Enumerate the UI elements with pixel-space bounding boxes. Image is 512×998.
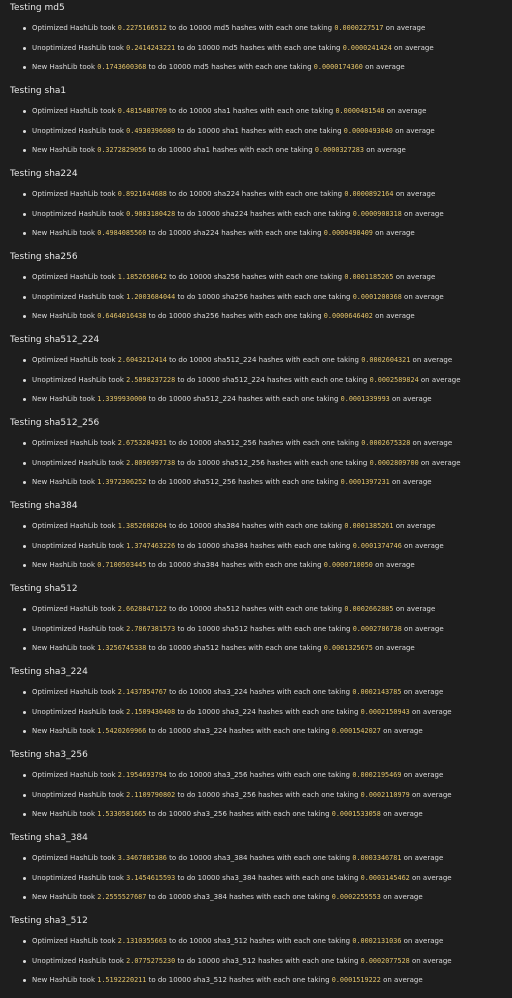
average-time-value: 0.0001519222 bbox=[331, 976, 381, 984]
test-section bbox=[10, 169, 502, 239]
result-description: to do 10000 sha512_256 hashes with each one taking bbox=[146, 478, 341, 486]
result-description: to do 10000 sha224 hashes with each one taking bbox=[166, 190, 345, 198]
result-description: to do 10000 sha3_384 hashes with each one taking bbox=[175, 873, 361, 882]
test-section bbox=[10, 501, 502, 571]
total-time-value: 0.2275166512 bbox=[117, 24, 167, 32]
result-prefix: New HashLib took bbox=[32, 229, 98, 237]
average-time-value: 0.0002150943 bbox=[360, 707, 410, 716]
result-description: to do 10000 sha512_256 hashes with each one taking bbox=[175, 458, 370, 467]
bullet-icon bbox=[23, 379, 26, 382]
result-list bbox=[10, 936, 502, 986]
result-description: to do 10000 sha256 hashes with each one taking bbox=[146, 312, 324, 320]
total-time-value: 0.8921644688 bbox=[117, 190, 167, 198]
result-item bbox=[10, 458, 502, 469]
result-item bbox=[10, 541, 502, 552]
result-suffix: on average bbox=[389, 395, 432, 403]
bullet-icon bbox=[23, 691, 26, 694]
bullet-icon bbox=[23, 896, 26, 899]
total-time-value: 2.5898237228 bbox=[126, 375, 176, 384]
average-time-value: 0.0000710050 bbox=[323, 561, 373, 569]
bullet-icon bbox=[23, 794, 26, 797]
result-prefix: New HashLib took bbox=[32, 644, 98, 652]
bullet-icon bbox=[23, 315, 26, 318]
result-item bbox=[10, 62, 502, 73]
result-suffix: on average bbox=[372, 561, 415, 569]
section-heading: Testing sha512_256 bbox=[10, 418, 100, 428]
result-prefix: Unoptimized HashLib took bbox=[32, 624, 127, 633]
result-suffix: on average bbox=[380, 810, 423, 818]
result-suffix: on average bbox=[380, 976, 423, 984]
result-list bbox=[10, 189, 502, 239]
result-item bbox=[10, 809, 502, 820]
result-item bbox=[10, 892, 502, 903]
bullet-icon bbox=[23, 979, 26, 982]
total-time-value: 1.3399930000 bbox=[97, 395, 147, 403]
total-time-value: 1.5330581665 bbox=[97, 810, 147, 818]
average-time-value: 0.0000908318 bbox=[352, 209, 402, 218]
result-suffix: on average bbox=[362, 63, 405, 71]
total-time-value: 3.1454615593 bbox=[126, 873, 176, 882]
result-prefix: New HashLib took bbox=[32, 976, 98, 984]
result-description: to do 10000 sha512 hashes with each one taking bbox=[166, 605, 345, 613]
total-time-value: 2.7867381573 bbox=[126, 624, 176, 633]
total-time-value: 2.6753284931 bbox=[117, 439, 167, 447]
result-description: to do 10000 sha384 hashes with each one taking bbox=[146, 561, 324, 569]
total-time-value: 1.5192220211 bbox=[97, 976, 147, 984]
result-list bbox=[10, 106, 502, 156]
result-description: to do 10000 sha3_512 hashes with each one taking bbox=[175, 956, 361, 965]
result-suffix: on average bbox=[393, 273, 436, 281]
result-prefix: New HashLib took bbox=[32, 561, 98, 569]
result-prefix: New HashLib took bbox=[32, 63, 98, 71]
bullet-icon bbox=[23, 110, 26, 113]
bullet-icon bbox=[23, 149, 26, 152]
total-time-value: 2.1109790802 bbox=[126, 790, 176, 799]
test-section bbox=[10, 335, 502, 405]
result-prefix: Optimized HashLib took bbox=[32, 605, 118, 613]
section-heading: Testing sha512_224 bbox=[10, 335, 100, 345]
bullet-icon bbox=[23, 276, 26, 279]
result-prefix: Optimized HashLib took bbox=[32, 273, 118, 281]
result-item bbox=[10, 560, 502, 571]
bullet-icon bbox=[23, 564, 26, 567]
average-time-value: 0.0002195469 bbox=[352, 771, 402, 779]
result-prefix: Optimized HashLib took bbox=[32, 24, 118, 32]
result-prefix: New HashLib took bbox=[32, 893, 98, 901]
result-prefix: Optimized HashLib took bbox=[32, 356, 118, 364]
result-prefix: New HashLib took bbox=[32, 146, 98, 154]
result-suffix: on average bbox=[389, 478, 432, 486]
bullet-icon bbox=[23, 442, 26, 445]
average-time-value: 0.0002589824 bbox=[369, 375, 419, 384]
result-description: to do 10000 sha1 hashes with each one taking bbox=[166, 107, 336, 115]
result-description: to do 10000 sha1 hashes with each one taking bbox=[146, 146, 315, 154]
result-item bbox=[10, 726, 502, 737]
bullet-icon bbox=[23, 857, 26, 860]
result-item bbox=[10, 209, 502, 220]
result-description: to do 10000 sha3_224 hashes with each one taking bbox=[175, 707, 361, 716]
section-heading: Testing sha3_512 bbox=[10, 916, 88, 926]
bullet-icon bbox=[23, 608, 26, 611]
result-item bbox=[10, 477, 502, 488]
result-suffix: on average bbox=[410, 356, 453, 364]
result-description: to do 10000 sha3_512 hashes with each one taking bbox=[166, 937, 353, 945]
result-suffix: on average bbox=[380, 893, 423, 901]
total-time-value: 1.3972306252 bbox=[97, 478, 147, 486]
total-time-value: 0.4930396080 bbox=[126, 126, 176, 135]
result-item bbox=[10, 853, 502, 864]
result-suffix: on average bbox=[418, 458, 461, 467]
result-list bbox=[10, 521, 502, 571]
bullet-icon bbox=[23, 193, 26, 196]
result-item bbox=[10, 643, 502, 654]
total-time-value: 3.3467805386 bbox=[117, 854, 167, 862]
average-time-value: 0.0000498409 bbox=[323, 229, 373, 237]
result-item bbox=[10, 438, 502, 449]
total-time-value: 2.0775275230 bbox=[126, 956, 176, 965]
result-description: to do 10000 sha512_224 hashes with each one taking bbox=[175, 375, 370, 384]
bullet-icon bbox=[23, 960, 26, 963]
average-time-value: 0.0000493040 bbox=[343, 126, 393, 135]
result-prefix: Unoptimized HashLib took bbox=[32, 873, 127, 882]
section-heading: Testing sha1 bbox=[10, 86, 67, 96]
total-time-value: 2.1954693794 bbox=[117, 771, 167, 779]
average-time-value: 0.0001397231 bbox=[340, 478, 390, 486]
total-time-value: 0.4984085560 bbox=[97, 229, 147, 237]
test-section bbox=[10, 750, 502, 820]
section-heading: Testing sha384 bbox=[10, 501, 78, 511]
result-prefix: New HashLib took bbox=[32, 478, 98, 486]
result-description: to do 10000 sha512_224 hashes with each one taking bbox=[166, 356, 362, 364]
test-section bbox=[10, 252, 502, 322]
result-list bbox=[10, 687, 502, 737]
result-prefix: Unoptimized HashLib took bbox=[32, 209, 127, 218]
result-prefix: Unoptimized HashLib took bbox=[32, 790, 127, 799]
bullet-icon bbox=[23, 647, 26, 650]
result-description: to do 10000 sha3_384 hashes with each one taking bbox=[146, 893, 332, 901]
bullet-icon bbox=[23, 628, 26, 631]
average-time-value: 0.0001542027 bbox=[331, 727, 381, 735]
average-time-value: 0.0001533058 bbox=[331, 810, 381, 818]
bullet-icon bbox=[23, 232, 26, 235]
total-time-value: 0.2414243221 bbox=[126, 43, 176, 52]
result-suffix: on average bbox=[393, 605, 436, 613]
average-time-value: 0.0001385261 bbox=[344, 522, 394, 530]
result-suffix: on average bbox=[384, 107, 427, 115]
result-suffix: on average bbox=[391, 43, 434, 52]
result-prefix: New HashLib took bbox=[32, 395, 98, 403]
result-item bbox=[10, 375, 502, 386]
average-time-value: 0.0000646402 bbox=[323, 312, 373, 320]
result-suffix: on average bbox=[372, 312, 415, 320]
average-time-value: 0.0002143785 bbox=[352, 688, 402, 696]
result-prefix: Unoptimized HashLib took bbox=[32, 541, 127, 550]
bullet-icon bbox=[23, 940, 26, 943]
result-item bbox=[10, 521, 502, 532]
bullet-icon bbox=[23, 813, 26, 816]
section-heading: Testing sha3_384 bbox=[10, 833, 88, 843]
average-time-value: 0.0003145462 bbox=[360, 873, 410, 882]
bullet-icon bbox=[23, 47, 26, 50]
result-suffix: on average bbox=[392, 126, 435, 135]
result-description: to do 10000 sha3_224 hashes with each one taking bbox=[146, 727, 332, 735]
result-description: to do 10000 sha512 hashes with each one taking bbox=[146, 644, 324, 652]
total-time-value: 0.7100503445 bbox=[97, 561, 147, 569]
average-time-value: 0.0001374746 bbox=[352, 541, 402, 550]
result-description: to do 10000 sha512_256 hashes with each one taking bbox=[166, 439, 362, 447]
result-suffix: on average bbox=[393, 190, 436, 198]
result-suffix: on average bbox=[401, 854, 444, 862]
average-time-value: 0.0001200368 bbox=[352, 292, 402, 301]
total-time-value: 2.2555527687 bbox=[97, 893, 147, 901]
average-time-value: 0.0000227517 bbox=[334, 24, 384, 32]
result-item bbox=[10, 790, 502, 801]
average-time-value: 0.0000174360 bbox=[313, 63, 363, 71]
result-item bbox=[10, 189, 502, 200]
total-time-value: 0.6464016438 bbox=[97, 312, 147, 320]
section-heading: Testing sha3_256 bbox=[10, 750, 88, 760]
result-suffix: on average bbox=[409, 707, 452, 716]
result-prefix: Optimized HashLib took bbox=[32, 937, 118, 945]
result-item bbox=[10, 936, 502, 947]
result-description: to do 10000 sha3_256 hashes with each one taking bbox=[166, 771, 353, 779]
result-suffix: on average bbox=[372, 644, 415, 652]
bullet-icon bbox=[23, 525, 26, 528]
result-prefix: New HashLib took bbox=[32, 727, 98, 735]
total-time-value: 1.3256745338 bbox=[97, 644, 147, 652]
result-description: to do 10000 md5 hashes with each one taking bbox=[175, 43, 343, 52]
result-list bbox=[10, 853, 502, 903]
total-time-value: 2.6628847122 bbox=[117, 605, 167, 613]
test-section bbox=[10, 667, 502, 737]
result-prefix: Unoptimized HashLib took bbox=[32, 707, 127, 716]
result-description: to do 10000 sha512_224 hashes with each one taking bbox=[146, 395, 341, 403]
average-time-value: 0.0000481548 bbox=[335, 107, 385, 115]
average-time-value: 0.0002077528 bbox=[360, 956, 410, 965]
section-heading: Testing sha512 bbox=[10, 584, 78, 594]
bullet-icon bbox=[23, 130, 26, 133]
result-prefix: Unoptimized HashLib took bbox=[32, 375, 127, 384]
result-description: to do 10000 sha3_384 hashes with each one taking bbox=[166, 854, 353, 862]
result-prefix: Optimized HashLib took bbox=[32, 854, 118, 862]
average-time-value: 0.0000241424 bbox=[342, 43, 392, 52]
result-suffix: on average bbox=[418, 375, 461, 384]
result-list bbox=[10, 355, 502, 405]
test-section bbox=[10, 916, 502, 986]
result-prefix: New HashLib took bbox=[32, 810, 98, 818]
result-suffix: on average bbox=[410, 439, 453, 447]
total-time-value: 0.3272829056 bbox=[97, 146, 147, 154]
result-item bbox=[10, 355, 502, 366]
result-description: to do 10000 sha1 hashes with each one taking bbox=[175, 126, 344, 135]
result-item bbox=[10, 707, 502, 718]
result-item bbox=[10, 975, 502, 986]
test-section bbox=[10, 418, 502, 488]
result-list bbox=[10, 438, 502, 488]
result-prefix: New HashLib took bbox=[32, 312, 98, 320]
bullet-icon bbox=[23, 877, 26, 880]
bullet-icon bbox=[23, 359, 26, 362]
result-item bbox=[10, 145, 502, 156]
bullet-icon bbox=[23, 398, 26, 401]
result-description: to do 10000 sha384 hashes with each one taking bbox=[166, 522, 345, 530]
total-time-value: 2.6043212414 bbox=[117, 356, 167, 364]
section-heading: Testing md5 bbox=[10, 3, 65, 13]
average-time-value: 0.0001325675 bbox=[323, 644, 373, 652]
result-description: to do 10000 sha3_512 hashes with each one taking bbox=[146, 976, 332, 984]
result-description: to do 10000 sha3_224 hashes with each one taking bbox=[166, 688, 353, 696]
result-suffix: on average bbox=[401, 209, 444, 218]
result-item bbox=[10, 43, 502, 54]
bullet-icon bbox=[23, 462, 26, 465]
bullet-icon bbox=[23, 711, 26, 714]
result-list bbox=[10, 23, 502, 73]
average-time-value: 0.0002809700 bbox=[369, 458, 419, 467]
result-prefix: Unoptimized HashLib took bbox=[32, 292, 127, 301]
bullet-icon bbox=[23, 296, 26, 299]
result-item bbox=[10, 311, 502, 322]
result-prefix: Optimized HashLib took bbox=[32, 107, 118, 115]
average-time-value: 0.0002131036 bbox=[352, 937, 402, 945]
result-prefix: Optimized HashLib took bbox=[32, 439, 118, 447]
result-list bbox=[10, 604, 502, 654]
result-item bbox=[10, 604, 502, 615]
result-description: to do 10000 sha224 hashes with each one taking bbox=[146, 229, 324, 237]
result-suffix: on average bbox=[401, 541, 444, 550]
total-time-value: 0.4815480709 bbox=[117, 107, 167, 115]
result-prefix: Unoptimized HashLib took bbox=[32, 126, 127, 135]
total-time-value: 2.1509430408 bbox=[126, 707, 176, 716]
result-item bbox=[10, 624, 502, 635]
result-suffix: on average bbox=[401, 292, 444, 301]
result-suffix: on average bbox=[372, 229, 415, 237]
result-suffix: on average bbox=[380, 727, 423, 735]
result-item bbox=[10, 394, 502, 405]
average-time-value: 0.0002675328 bbox=[361, 439, 411, 447]
result-description: to do 10000 sha512 hashes with each one taking bbox=[175, 624, 353, 633]
result-suffix: on average bbox=[401, 771, 444, 779]
result-list bbox=[10, 770, 502, 820]
result-prefix: Optimized HashLib took bbox=[32, 190, 118, 198]
bullet-icon bbox=[23, 213, 26, 216]
result-prefix: Unoptimized HashLib took bbox=[32, 956, 127, 965]
result-description: to do 10000 sha256 hashes with each one taking bbox=[166, 273, 345, 281]
result-suffix: on average bbox=[364, 146, 406, 154]
total-time-value: 1.2003684044 bbox=[126, 292, 176, 301]
result-suffix: on average bbox=[383, 24, 426, 32]
average-time-value: 0.0002255553 bbox=[331, 893, 381, 901]
average-time-value: 0.0003346781 bbox=[352, 854, 402, 862]
section-heading: Testing sha224 bbox=[10, 169, 78, 179]
result-suffix: on average bbox=[401, 624, 444, 633]
result-item bbox=[10, 126, 502, 137]
total-time-value: 2.1310355663 bbox=[117, 937, 167, 945]
total-time-value: 1.1852650642 bbox=[117, 273, 167, 281]
test-section bbox=[10, 584, 502, 654]
average-time-value: 0.0000892164 bbox=[344, 190, 394, 198]
average-time-value: 0.0001185265 bbox=[344, 273, 394, 281]
average-time-value: 0.0002110979 bbox=[360, 790, 410, 799]
total-time-value: 2.8096997738 bbox=[126, 458, 176, 467]
test-section bbox=[10, 833, 502, 903]
average-time-value: 0.0001339993 bbox=[340, 395, 390, 403]
total-time-value: 0.1743600368 bbox=[97, 63, 147, 71]
bullet-icon bbox=[23, 545, 26, 548]
result-description: to do 10000 md5 hashes with each one taking bbox=[166, 24, 335, 32]
bullet-icon bbox=[23, 66, 26, 69]
bullet-icon bbox=[23, 481, 26, 484]
result-item bbox=[10, 23, 502, 34]
total-time-value: 1.3747463226 bbox=[126, 541, 176, 550]
result-prefix: Unoptimized HashLib took bbox=[32, 43, 127, 52]
result-suffix: on average bbox=[409, 956, 452, 965]
result-prefix: Optimized HashLib took bbox=[32, 522, 118, 530]
result-description: to do 10000 md5 hashes with each one taking bbox=[146, 63, 314, 71]
average-time-value: 0.0002786738 bbox=[352, 624, 402, 633]
result-description: to do 10000 sha256 hashes with each one taking bbox=[175, 292, 353, 301]
result-prefix: Unoptimized HashLib took bbox=[32, 458, 127, 467]
result-item bbox=[10, 873, 502, 884]
average-time-value: 0.0002662885 bbox=[344, 605, 394, 613]
section-heading: Testing sha256 bbox=[10, 252, 78, 262]
result-description: to do 10000 sha224 hashes with each one taking bbox=[175, 209, 353, 218]
total-time-value: 1.3852608204 bbox=[117, 522, 167, 530]
test-section bbox=[10, 3, 502, 73]
result-item bbox=[10, 106, 502, 117]
bullet-icon bbox=[23, 27, 26, 30]
total-time-value: 1.5420269966 bbox=[97, 727, 147, 735]
result-prefix: Optimized HashLib took bbox=[32, 771, 118, 779]
total-time-value: 0.9083180428 bbox=[126, 209, 176, 218]
average-time-value: 0.0000327283 bbox=[314, 146, 364, 154]
result-item bbox=[10, 292, 502, 303]
result-description: to do 10000 sha3_256 hashes with each one taking bbox=[146, 810, 332, 818]
result-item bbox=[10, 228, 502, 239]
result-item bbox=[10, 956, 502, 967]
result-suffix: on average bbox=[401, 688, 444, 696]
result-description: to do 10000 sha384 hashes with each one taking bbox=[175, 541, 353, 550]
result-item bbox=[10, 272, 502, 283]
result-suffix: on average bbox=[401, 937, 444, 945]
result-suffix: on average bbox=[409, 790, 452, 799]
result-list bbox=[10, 272, 502, 322]
result-item bbox=[10, 687, 502, 698]
result-item bbox=[10, 770, 502, 781]
result-suffix: on average bbox=[393, 522, 436, 530]
total-time-value: 2.1437854767 bbox=[117, 688, 167, 696]
section-heading: Testing sha3_224 bbox=[10, 667, 88, 677]
average-time-value: 0.0002604321 bbox=[361, 356, 411, 364]
result-description: to do 10000 sha3_256 hashes with each one taking bbox=[175, 790, 361, 799]
result-suffix: on average bbox=[409, 873, 452, 882]
bullet-icon bbox=[23, 730, 26, 733]
bullet-icon bbox=[23, 774, 26, 777]
result-prefix: Optimized HashLib took bbox=[32, 688, 118, 696]
test-section bbox=[10, 86, 502, 156]
